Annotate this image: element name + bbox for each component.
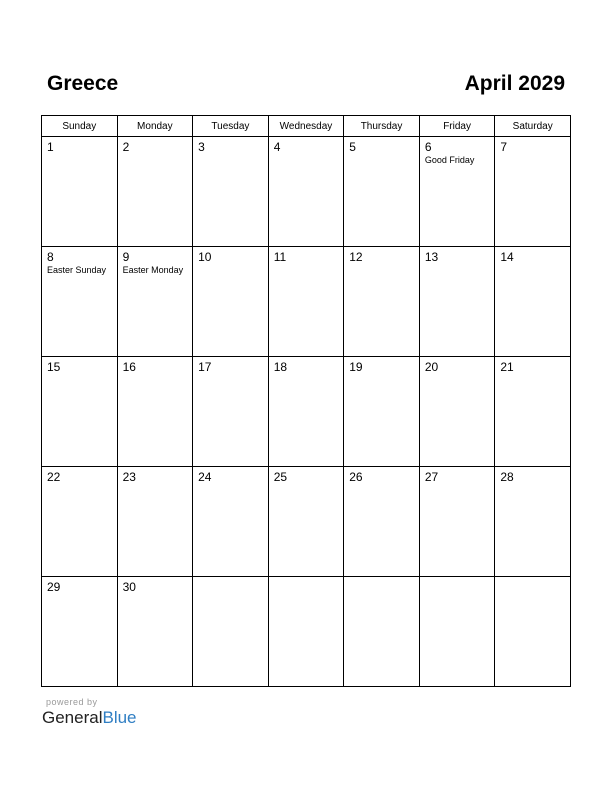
week-row-3 xyxy=(42,357,571,467)
day-number: 28 xyxy=(500,470,514,484)
weekday-friday: Friday xyxy=(419,116,495,137)
day-number: 10 xyxy=(198,250,212,264)
day-number: 30 xyxy=(122,580,136,594)
day-number: 27 xyxy=(424,470,439,484)
day-cell xyxy=(419,467,495,577)
day-number: 16 xyxy=(122,360,136,374)
generalblue-logo[interactable] xyxy=(42,708,137,728)
day-cell xyxy=(419,247,495,357)
day-number: 7 xyxy=(500,140,508,154)
day-cell xyxy=(495,247,571,357)
month-title: April 2029 xyxy=(464,72,565,95)
holiday-label: Easter Monday xyxy=(122,265,184,275)
day-number: 19 xyxy=(349,360,363,374)
day-number: 15 xyxy=(47,360,61,374)
day-number: 3 xyxy=(198,140,205,154)
day-cell xyxy=(193,247,269,357)
day-cell xyxy=(42,467,118,577)
day-cell xyxy=(495,357,571,467)
day-cell xyxy=(344,357,420,467)
day-cell xyxy=(117,137,193,247)
day-number: 18 xyxy=(273,360,288,374)
holiday-label: Easter Sunday xyxy=(47,265,107,275)
day-cell xyxy=(344,247,420,357)
day-number: 22 xyxy=(47,470,61,484)
day-cell xyxy=(268,577,344,687)
day-cell xyxy=(268,137,344,247)
day-number: 4 xyxy=(273,140,281,154)
day-cell xyxy=(268,357,344,467)
day-number: 29 xyxy=(47,580,61,594)
week-row-4 xyxy=(42,467,571,577)
week-row-1 xyxy=(42,137,571,247)
weekday-tuesday: Tuesday xyxy=(193,116,269,137)
week-row-5 xyxy=(42,577,571,687)
weekday-sunday: Sunday xyxy=(42,116,118,137)
powered-by-text: powered by xyxy=(46,697,98,707)
day-cell xyxy=(193,137,269,247)
day-number: 23 xyxy=(122,470,136,484)
day-cell xyxy=(193,357,269,467)
brand-general: General xyxy=(42,708,103,727)
day-number: 26 xyxy=(349,470,363,484)
day-cell xyxy=(117,357,193,467)
calendar-grid xyxy=(41,115,571,687)
day-cell xyxy=(344,467,420,577)
day-number: 25 xyxy=(273,470,288,484)
day-cell xyxy=(419,137,495,247)
weekday-thursday: Thursday xyxy=(344,116,420,137)
day-cell xyxy=(42,137,118,247)
day-number: 11 xyxy=(273,250,287,264)
day-number: 13 xyxy=(424,250,439,264)
day-cell xyxy=(42,357,118,467)
day-number: 12 xyxy=(349,250,363,264)
day-cell xyxy=(419,577,495,687)
week-row-2 xyxy=(42,247,571,357)
day-number: 2 xyxy=(122,140,130,154)
day-number: 5 xyxy=(349,140,356,154)
country-title: Greece xyxy=(47,72,119,95)
day-cell xyxy=(344,577,420,687)
day-cell xyxy=(495,137,571,247)
day-number: 8 xyxy=(47,250,54,264)
day-cell xyxy=(42,247,118,357)
day-cell xyxy=(42,577,118,687)
day-cell xyxy=(495,467,571,577)
day-cell xyxy=(344,137,420,247)
day-number: 14 xyxy=(500,250,514,264)
weekday-header-row xyxy=(42,116,571,137)
brand-blue: Blue xyxy=(102,708,137,727)
day-cell xyxy=(117,577,193,687)
day-number: 17 xyxy=(198,360,212,374)
day-cell xyxy=(117,247,193,357)
day-cell xyxy=(495,577,571,687)
day-number: 6 xyxy=(424,140,432,154)
day-cell xyxy=(419,357,495,467)
day-number: 9 xyxy=(122,250,130,264)
day-cell xyxy=(268,247,344,357)
day-cell xyxy=(117,467,193,577)
weekday-monday: Monday xyxy=(117,116,193,137)
day-cell xyxy=(193,467,269,577)
day-number: 24 xyxy=(198,470,212,484)
day-number: 1 xyxy=(47,140,54,154)
day-cell xyxy=(193,577,269,687)
holiday-label: Good Friday xyxy=(424,155,475,165)
weekday-saturday: Saturday xyxy=(495,116,571,137)
day-number: 20 xyxy=(424,360,439,374)
day-number: 21 xyxy=(500,360,514,374)
day-cell xyxy=(268,467,344,577)
weekday-wednesday: Wednesday xyxy=(268,116,344,137)
